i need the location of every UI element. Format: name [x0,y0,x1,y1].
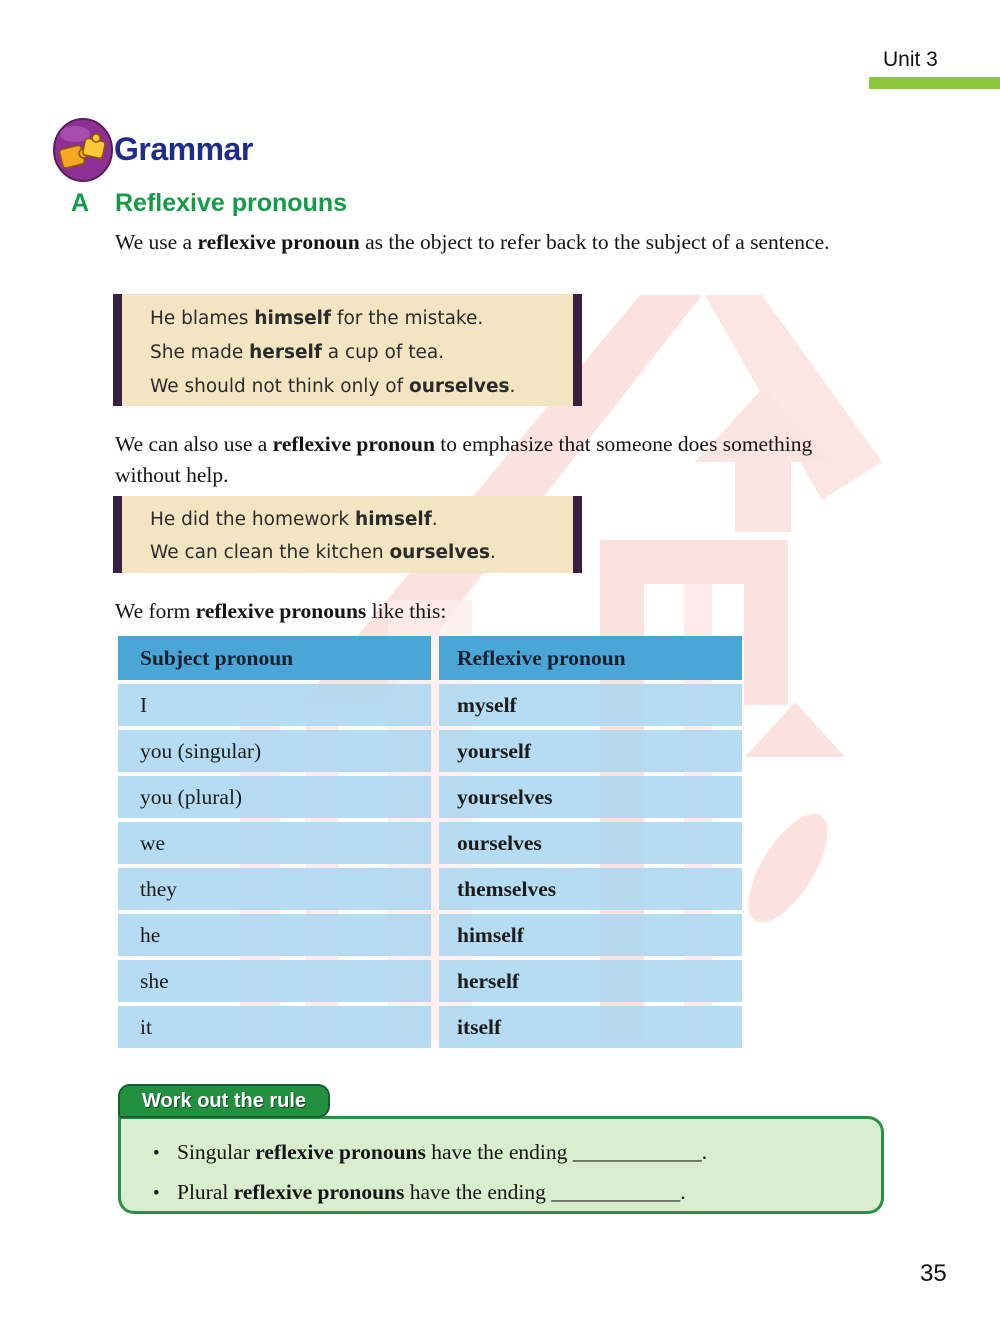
rule-bullet [153,1133,881,1173]
intro-paragraph-2: We can also use a reflexive pronoun to emphasize that someone does something without help. [115,432,813,487]
table-row [118,868,742,910]
table-header-row [118,636,742,680]
rule-text: Singular reflexive pronouns have the ending ____________. [177,1140,708,1164]
subject-cell: they [118,868,431,910]
rule-box [118,1116,884,1214]
lesson-letter: A [71,189,90,217]
page-number: 35 [920,1260,947,1287]
reflexive-cell: ourselves [439,822,742,864]
reflexive-cell: yourselves [439,776,742,818]
reflexive-cell: itself [439,1006,742,1048]
table-row [118,776,742,818]
subject-cell: you (plural) [118,776,431,818]
table-intro: We form reflexive pronouns like this: [115,599,447,623]
table-header-reflexive: Reflexive pronoun [439,636,742,680]
example-sentence: We should not think only of ourselves. [150,376,516,397]
subject-cell: you (singular) [118,730,431,772]
example-sentence: He blames himself for the mistake. [150,308,484,329]
table-row [118,960,742,1002]
section-title: Grammar [114,131,253,167]
table-header-subject: Subject pronoun [118,636,431,680]
reflexive-cell: yourself [439,730,742,772]
example-sentence: We can clean the kitchen ourselves. [150,542,496,563]
reflexive-cell: myself [439,684,742,726]
reflexive-cell: themselves [439,868,742,910]
puzzle-icon [53,118,113,182]
unit-accent-bar [869,77,1000,89]
rule-text: Plural reflexive pronouns have the ending ____________. [177,1180,686,1204]
rule-bullet [153,1173,881,1213]
table-row [118,822,742,864]
subject-cell: we [118,822,431,864]
table-row [118,914,742,956]
subject-cell: he [118,914,431,956]
intro-paragraph-1: We use a reflexive pronoun as the object to refer back to the subject of a sentence. [115,230,830,254]
unit-label: Unit 3 [883,48,938,71]
example-sentence: He did the homework himself. [150,509,438,530]
example-box-2 [113,496,582,573]
subject-cell: she [118,960,431,1002]
pronoun-table [118,636,742,1052]
reflexive-cell: herself [439,960,742,1002]
rule-badge: Work out the rule [118,1084,330,1118]
subject-cell: I [118,684,431,726]
reflexive-cell: himself [439,914,742,956]
table-row [118,1006,742,1048]
example-box-1 [113,294,582,406]
table-row [118,684,742,726]
bullet-icon: • [153,1183,160,1204]
example-sentence: She made herself a cup of tea. [150,342,445,363]
table-row [118,730,742,772]
lesson-title: Reflexive pronouns [115,189,347,217]
bullet-icon: • [153,1143,160,1164]
subject-cell: it [118,1006,431,1048]
